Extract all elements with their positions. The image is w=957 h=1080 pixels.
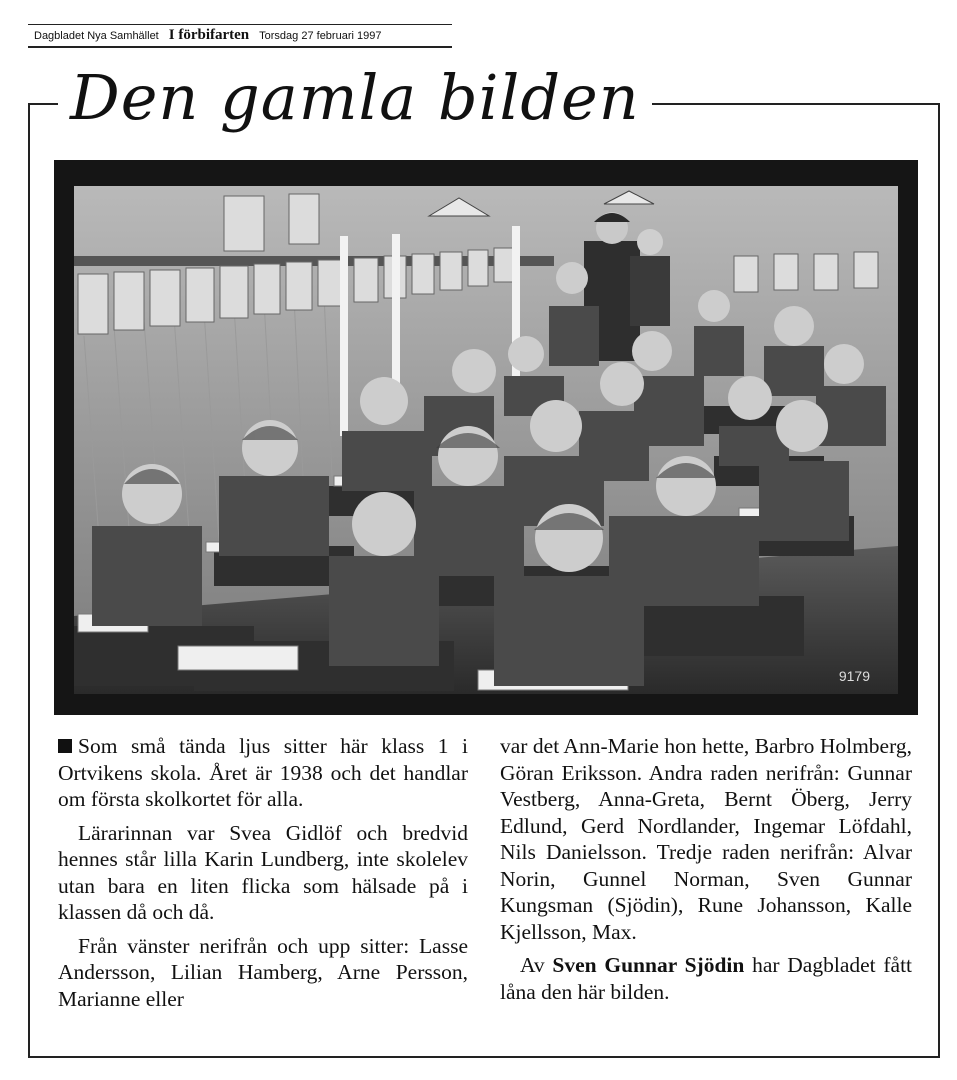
masthead-date: Torsdag 27 februari 1997 bbox=[259, 29, 382, 42]
credit-prefix: Av bbox=[520, 953, 545, 977]
caption-lead-text: Som små tända ljus sitter här klass 1 i Ortvikens skola. Året är 1938 och det handlar om första skolkortet för alla. bbox=[58, 734, 468, 811]
masthead bbox=[28, 24, 452, 48]
photo-mount bbox=[54, 160, 918, 715]
masthead-section: I förbifarten bbox=[168, 27, 250, 43]
credit-name: Sven Gunnar Sjödin bbox=[552, 953, 745, 977]
caption-paragraph-4: var det Ann-Marie hon hette, Barbro Holmberg, Göran Eriksson. Andra raden nerifrån: Gunnar Vestberg, Anna-Greta, Bernt Öberg, Jerry Edlund, Gerd Nordlander, Ingemar Löfdahl, Nils Danielsson. Tredje raden nerifrån: Alvar Norin, Gunnel Norman, Sven Gunnar Kungsman (Sjödin), Rune Johansson, Kalle Kjellsson, Max. bbox=[500, 734, 912, 944]
caption-column-left bbox=[58, 733, 468, 1019]
square-bullet-icon bbox=[58, 739, 72, 753]
article-title: Den gamla bilden bbox=[70, 61, 640, 134]
caption-paragraph-3: Från vänster nerifrån och upp sitter: Lasse Andersson, Lilian Hamberg, Arne Persson, Marianne eller bbox=[58, 933, 468, 1011]
caption-paragraph-5 bbox=[500, 952, 912, 1005]
title-wrap bbox=[58, 52, 652, 144]
caption-paragraph-2: Lärarinnan var Svea Gidlöf och bredvid hennes står lilla Karin Lundberg, inte skolelev utan bara en liten flicka som hälsade på i klassen då och då. bbox=[58, 820, 468, 924]
photo-number: 9179 bbox=[838, 668, 870, 684]
masthead-paper-name: Dagbladet Nya Samhället bbox=[34, 29, 159, 42]
caption-column-right bbox=[500, 733, 912, 1012]
caption-paragraph-1 bbox=[58, 733, 468, 813]
class-photo bbox=[74, 186, 898, 694]
credit-suffix: har Dagbladet fått låna den här bilden. bbox=[500, 953, 913, 1004]
class-photo-illustration bbox=[74, 186, 898, 694]
